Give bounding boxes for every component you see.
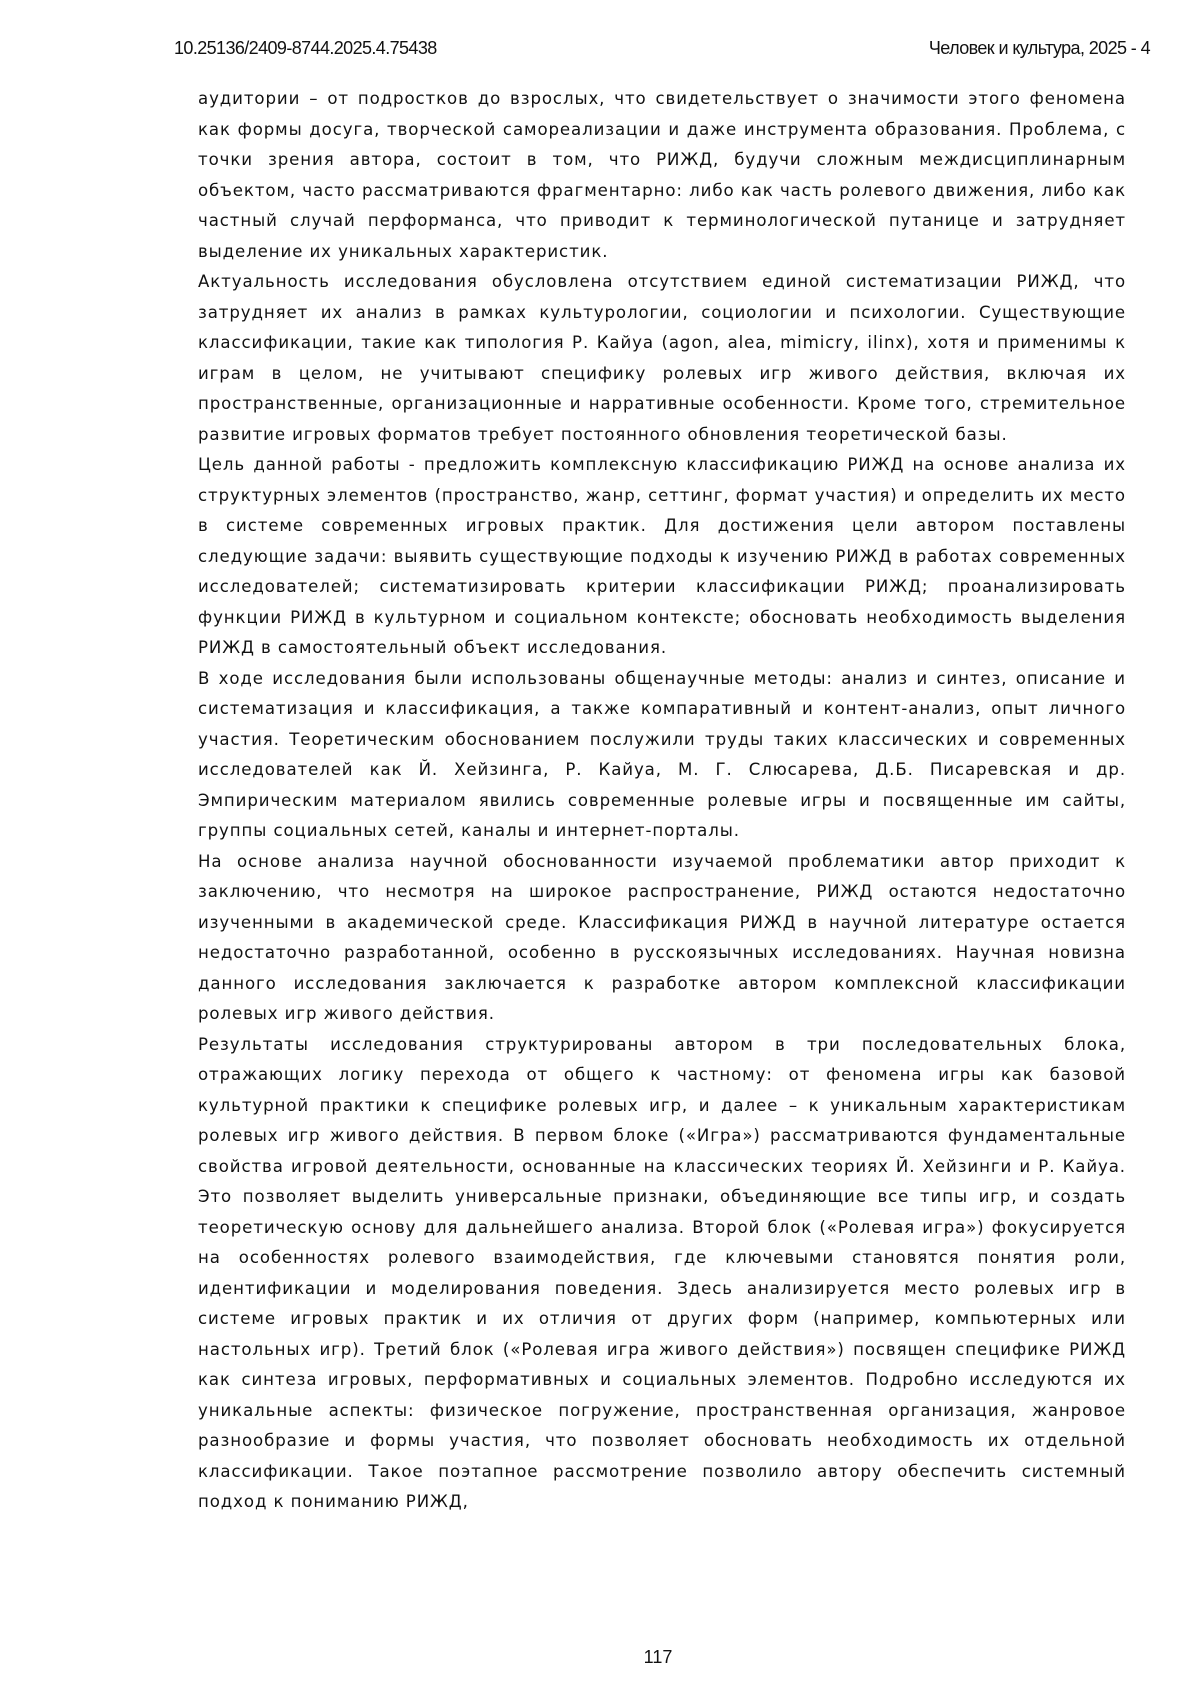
paragraph: На основе анализа научной обоснованности изучаемой проблематики автор приходит к заключению, что несмотря на широкое распространение, РИЖД остаются недостаточно изученными в академической среде. Классификация РИЖД в научной литературе остается недостаточно разработанной, особенно в русскоязычных исследованиях. Научная новизна данного исследования заключается к разработке автором комплексной классификации ролевых игр живого действия. bbox=[198, 851, 1126, 1023]
page-header bbox=[174, 38, 1150, 62]
paragraph: Результаты исследования структурированы автором в три последовательных блока, отражающих логику перехода от общего к частному: от феномена игры как базовой культурной практики к специфике ролевых игр, и далее – к уникальным характеристикам ролевых игр живого действия. В первом блоке («Игра») рассматриваются фундаментальные свойства игровой деятельности, основанные на классических теориях Й. Хейзинги и Р. Кайуа. Это позволяет выделить универсальные признаки, объединяющие все типы игр, и создать теоретическую основу для дальнейшего анализа. Второй блок («Ролевая игра») фокусируется на особенностях ролевого взаимодействия, где ключевыми становятся понятия роли, идентификации и моделирования поведения. Здесь анализируется место ролевых игр в системе игровых практик и их отличия от других форм (например, компьютерных или настольных игр). Третий блок («Ролевая игра живого действия») посвящен специфике РИЖД как синтеза игровых, перформативных и социальных элементов. Подробно исследуются их уникальные аспекты: физическое погружение, пространственная организация, жанровое разнообразие и формы участия, что позволяет обосновать необходимость их отдельной классификации. Такое поэтапное рассмотрение позволило автору обеспечить системный подход к пониманию РИЖД, bbox=[198, 1034, 1126, 1511]
article-body bbox=[198, 84, 1126, 1518]
paragraph: аудитории – от подростков до взрослых, что свидетельствует о значимости этого феномена как формы досуга, творческой самореализации и даже инструмента образования. Проблема, с точки зрения автора, состоит в том, что РИЖД, будучи сложным междисциплинарным объектом, часто рассматриваются фрагментарно: либо как часть ролевого движения, либо как частный случай перформанса, что приводит к терминологической путанице и затрудняет выделение их уникальных характеристик. bbox=[198, 89, 1126, 261]
page-number: 117 bbox=[643, 1647, 673, 1667]
paragraph: Актуальность исследования обусловлена отсутствием единой систематизации РИЖД, что затрудняет их анализ в рамках культурологии, социологии и психологии. Существующие классификации, такие как типология Р. Кайуа (agon, alea, mimicry, ilinx), хотя и применимы к играм в целом, не учитывают специфику ролевых игр живого действия, включая их пространственные, организационные и нарративные особенности. Кроме того, стремительное развитие игровых форматов требует постоянного обновления теоретической базы. bbox=[198, 272, 1126, 444]
paragraph: Цель данной работы - предложить комплексную классификацию РИЖД на основе анализа их структурных элементов (пространство, жанр, сеттинг, формат участия) и определить их место в системе современных игровых практик. Для достижения цели автором поставлены следующие задачи: выявить существующие подходы к изучению РИЖД в работах современных исследователей; систематизировать критерии классификации РИЖД; проанализировать функции РИЖД в культурном и социальном контексте; обосновать необходимость выделения РИЖД в самостоятельный объект исследования. bbox=[198, 455, 1126, 657]
journal-title: Человек и культура, 2025 - 4 bbox=[928, 38, 1150, 58]
paragraph: В ходе исследования были использованы общенаучные методы: анализ и синтез, описание и систематизация и классификация, а также компаративный и контент-анализ, опыт личного участия. Теоретическим обоснованием послужили труды таких классических и современных исследователей как Й. Хейзинга, Р. Кайуа, М. Г. Слюсарева, Д.Б. Писаревская и др. Эмпирическим материалом явились современные ролевые игры и посвященные им сайты, группы социальных сетей, каналы и интернет-порталы. bbox=[198, 668, 1126, 840]
page-footer bbox=[0, 1647, 1200, 1668]
doi-text: 10.25136/2409-8744.2025.4.75438 bbox=[174, 38, 437, 58]
